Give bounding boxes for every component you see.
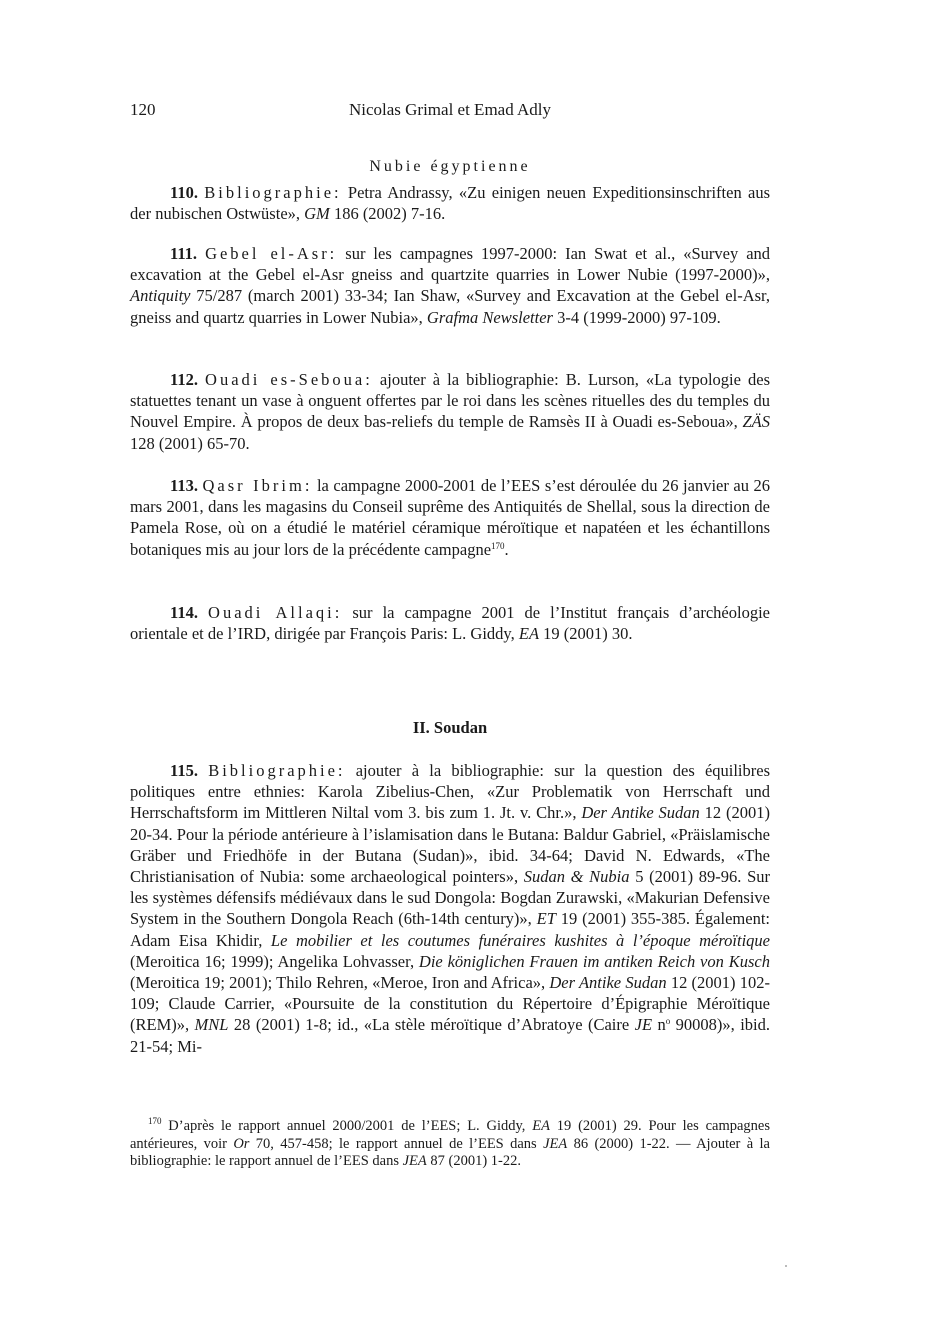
entry-text: 28 (2001) 1-8; id., «La stèle méroïtique d’Abratoye (Caire [228,1015,635,1035]
journal-abbrev: EA [532,1118,550,1134]
entry-113 [130,475,770,560]
book-title: Die königlichen Frauen im antiken Reich von Kusch [418,951,770,971]
page-number: 120 [130,100,156,119]
journal-title: Antiquity [130,286,191,306]
entry-number: 115. [170,761,198,780]
journal-title: Grafma Newsletter [426,307,553,327]
entry-text: 5 (2001) 89-96. Sur les systèmes défensifs médiévaux dans le sud Dongola: Bogdan Zurawski, «Makurian Defensive System in the Southern Dongola Reach (6th-14th century)», [130,867,771,929]
journal-title: Der Antike Sudan [581,803,700,823]
entry-115 [130,760,770,1057]
entry-111 [130,243,770,328]
entry-number: 111. [170,244,198,263]
entry-keyword: Qasr Ibrim: [202,476,313,495]
footnote-text: 86 (2000) 1-22. — Ajouter à la bibliographie: le rapport annuel de l’EES dans [130,1135,770,1169]
journal-abbrev: EA [518,624,540,644]
running-head-authors: Nicolas Grimal et Emad Adly [348,100,552,119]
entry-keyword: Ouadi Allaqi: [208,603,343,622]
entry-text: la campagne 2000-2001 de l’EES s’est déroulée du 26 janvier au 26 mars 2001, dans les magasins du Conseil suprême des Antiquités de Shellal, sous la direction de Pamela Rose, où on a étudié le matériel céramique méroïtique et napatéen et les échantillons botaniques mis au jour lors de la précédente campagne [130,476,770,559]
footnote-text: D’après le rapport annuel 2000/2001 de l’EES; L. Giddy, [161,1118,533,1134]
entry-text: . [504,539,509,559]
entry-number: 112. [170,370,198,389]
entry-text: 128 (2001) 65-70. [130,433,250,453]
entry-keyword: Ouadi es-Seboua: [205,370,373,389]
entry-keyword: Bibliographie: [208,761,346,780]
entry-text: n [652,1015,666,1035]
entry-keyword: Bibliographie: [204,183,342,202]
entry-text: 186 (2002) 7-16. [329,204,446,224]
entry-text: 3-4 (1999-2000) 97-109. [552,307,721,327]
journal-abbrev: JEA [402,1153,427,1169]
journal-abbrev: Or [233,1135,250,1152]
entry-text: ajouter à la bibliographie: B. Lurson, «La typologie des statuettes tenant un vase à onguent offertes par le roi dans les scènes rituelles des du temples du Nouvel Empire. À propos de deux bas-reliefs du temple de Ramsès II à Ouadi es-Seboua», [130,370,771,432]
entry-number: 110. [170,183,198,202]
footnote-text: 70, 457-458; le rapport annuel de l’EES dans [249,1135,544,1152]
scan-speck [785,1265,787,1267]
entry-keyword: Gebel el-Asr: [205,244,338,263]
footnote-text: 87 (2001) 1-22. [426,1153,522,1169]
journal-title: Sudan & Nubia [523,867,630,887]
entry-text: ajouter à la bibliographie: sur la question des équilibres politiques entre ethnies: Karola Zibelius-Chen, «Zur Problematik von Herrschaft und Herrschaftsform im Mittleren Niltal vom 3. bis zum 1. Jt. v. Chr.», [130,761,771,823]
entry-text: 12 (2001) 102-109; Claude Carrier, «Poursuite de la constitution du Répertoire d’Épigraphie Méroïtique (REM)», [130,973,770,1035]
journal-abbrev: JEA [543,1135,568,1152]
entry-text: 19 (2001) 355-385. Également: Adam Eisa Khidir, [130,909,770,950]
section-title: II. Soudan [412,718,488,737]
entry-text: 19 (2001) 30. [539,624,633,644]
entry-text: sur la campagne 2001 de l’Institut français d’archéologie orientale et de l’IRD, dirigée par François Paris: L. Giddy, [130,603,771,644]
entry-text: sur les campagnes 1997-2000: Ian Swat et al., «Survey and excavation at the Gebel el-Asr gneiss and quartzite quarries in Lower Nubie (1997-2000)», [130,244,771,285]
entry-text: 90008)», ibid. 21-54; Mi- [130,1015,771,1056]
entry-number: 114. [170,603,198,622]
entry-112 [130,369,770,454]
footnote-ref[interactable]: 170 [491,540,505,551]
entry-text: Petra Andrassy, «Zu einigen neuen Expeditionsinschriften aus der nubischen Ostwüste», [130,183,771,224]
running-header [130,100,770,124]
footnote-170 [130,1118,770,1171]
entry-text: (Meroitica 19; 2001); Thilo Rehren, «Meroe, Iron and Africa», [130,973,550,993]
footnote-mark: 170 [148,1116,162,1126]
journal-title: Der Antike Sudan [549,973,667,993]
book-title: Le mobilier et les coutumes funéraires kushites à l’époque méroïtique [270,930,770,950]
ordinal-superscript: o [665,1016,671,1027]
journal-abbrev: JE [634,1015,653,1035]
footnote-text: 19 (2001) 29. Pour les campagnes antérieures, voir [130,1118,770,1152]
journal-abbrev: ET [536,909,556,929]
journal-abbrev: GM [304,204,330,224]
journal-abbrev: MNL [194,1015,229,1035]
entry-text: 12 (2001) 20-34. Pour la période antérieure à l’islamisation dans le Butana: Baldur Gabriel, «Präislamische Gräber und Friedhöfe in der Butana (Sudan)», ibid. 34-64; David N. Edwards, «The Christianisation of Nubia: some archaeological pointers», [130,803,770,887]
entry-number: 113. [170,476,198,495]
entry-text: (Meroitica 16; 1999); Angelika Lohvasser, [130,951,419,971]
subsection-heading: Nubie égyptienne [369,158,531,175]
entry-text: 75/287 (march 2001) 33-34; Ian Shaw, «Survey and Excavation at the Gebel el-Asr, gneiss and quartz quarries in Lower Nubia», [130,286,770,327]
journal-abbrev: ZÄS [742,412,770,432]
entry-110 [130,182,770,224]
entry-114 [130,602,770,644]
